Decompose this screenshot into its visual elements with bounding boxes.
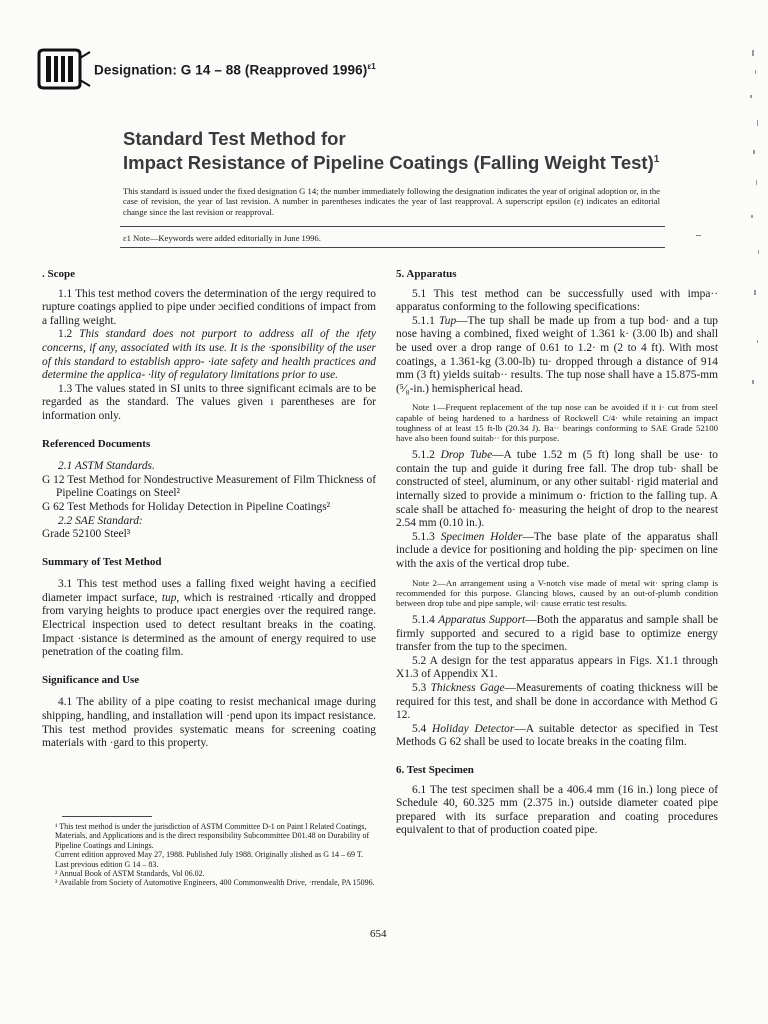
- ref-g12: G 12 Test Method for Nondestructive Measurement of Film Thickness of Pipeline Coatings on Steel²: [42, 473, 376, 500]
- divider-bottom: [120, 247, 665, 248]
- para-1-1: 1.1 This test method covers the determination of the ıergy required to rupture coatings applied to pipe under ɔecified conditions of impact from a falling weight.: [42, 287, 376, 327]
- significance-heading: Significance and Use: [42, 673, 140, 686]
- para-5-1: 5.1 This test method can be successfully used with impa·· apparatus conforming to the following specifications:: [396, 287, 718, 314]
- footnote-2: ² Annual Book of ASTM Standards, Vol 06.02.: [55, 869, 205, 879]
- note-1: Note 1—Frequent replacement of the tup nose can be avoided if it i· cut from steel capable of being hardened to a hardness of Rockwell C/4· while retaining an impact toughness of at least 15 ft-lb (20.34 J). Ba·· bearings conforming to SAE Grade 52100 have also been found suitab·· for this purpose.: [396, 402, 718, 443]
- page-number: 654: [370, 928, 387, 940]
- left-column: [42, 268, 376, 751]
- para-5-2: 5.2 A design for the test apparatus appears in Figs. X1.1 through X1.3 of Appendix X1.: [396, 654, 718, 681]
- title-line-2: Impact Resistance of Pipeline Coatings (Falling Weight Test)$^1$: [123, 152, 660, 174]
- note-2: Note 2—An arrangement using a V-notch vise made of metal wit· spring clamp is recommended for this purpose. Glancing blows, caused by an out-of-plumb condition between drop tube and pipe sample, wil· cause erratic test results.: [396, 577, 718, 608]
- designation: Designation: G 14 – 88 (Reapproved 1996)$^{\varepsilon 1}$: [94, 62, 376, 78]
- para-5-1-1: 5.1.1 Tup—The tup shall be made up from a tup bod· and a tup nose having a combined, fixed weight of 1.361 k· (3.00 lb) and shall be used over a drop range of 0.61 to 1.2· m (2 to 4 ft). With most coatings, a 1.361-kg (3.00-lb) tu· dropped through a distance of 914 mm (3 ft) yields suitab·· results. The tup nose shall have a 15.875-mm (⁵⁄₈-in.) hemispherical head.: [396, 314, 718, 395]
- para-5-1-2: 5.1.2 Drop Tube—A tube 1.52 m (5 ft) long shall be use· to contain the tup and guide it during free fall. The drop tub· shall be constructed of steel, aluminum, or any other suitabl· rigid material and internally sized to provide a minimum o· friction to the falling tup. A scale shall be attached fo· measuring the height of drop to the nearest 2.54 mm (0.10 in.).: [396, 449, 719, 530]
- footnote-3: ³ Available from Society of Automotive Engineers, 400 Commonwealth Drive, ·rrendale, PA 15096.: [55, 878, 375, 888]
- scope-heading: . Scope: [42, 268, 75, 280]
- ref-g62: G 62 Test Methods for Holiday Detection in Pipeline Coatings²: [42, 500, 331, 513]
- para-6-1: 6.1 The test specimen shall be a 406.4 mm (16 in.) long piece of Schedule 40, 60.325 mm (2.375 in.) outside diameter coated pipe prepared with its surface preparation and coating procedures equivalent to that of production coated pipe.: [396, 783, 718, 837]
- apparatus-heading: 5. Apparatus: [396, 268, 457, 280]
- para-1-2: 1.2 This standard does not purport to address all of the ɪfety concerns, if any, associated with its use. It is the ·sponsibility of the user of this standard to establish appro- ·iate safety and health practices and determine the applica- ·lity of regulatory limitations prior to use.: [42, 328, 376, 382]
- summary-heading: Summary of Test Method: [42, 555, 162, 568]
- document-title: [123, 128, 683, 173]
- para-5-1-4: 5.1.4 Apparatus Support—Both the apparatus and sample shall be firmly supported and secured to a rigid base to optimize energy transfer from the tup to the specimen.: [396, 614, 718, 654]
- ref-grade-52100: Grade 52100 Steel³: [42, 528, 131, 541]
- para-2-1: 2.1 ASTM Standards.: [58, 460, 155, 473]
- footnote-1-edition: Current edition approved May 27, 1988. Published July 1988. Originally ɔlished as G 14 – 69 T. Last previous edition G 14 – 83.: [55, 850, 364, 869]
- title-line-1: Standard Test Method for: [123, 128, 346, 149]
- margin-mark: –: [696, 230, 701, 241]
- scan-noise: [722, 50, 762, 410]
- para-5-3: 5.3 Thickness Gage—Measurements of coating thickness will be required for this test, and shall be done in accordance with Method G 12.: [396, 682, 718, 722]
- issuance-note: This standard is issued under the fixed designation G 14; the number immediately following the designation indicates the year of original adoption or, in the case of revision, the year of last revision. A number in parentheses indicates the year of last reapproval. A superscript epsilon (ε) indicates an editorial change since the last revision or reapproval.: [123, 186, 660, 217]
- para-4-1: 4.1 The ability of a pipe coating to resist mechanical ımage during shipping, handling, and installation will ·pend upon its impact resistance. This test method provides systematic means for screening coating materials with ·gard to this property.: [42, 696, 376, 750]
- referenced-documents-heading: Referenced Documents: [42, 437, 151, 450]
- astm-logo: [35, 48, 93, 90]
- test-specimen-heading: 6. Test Specimen: [396, 764, 474, 777]
- footnote-1: ¹ This test method is under the jurisdiction of ASTM Committee D-1 on Paint l Related Coatings, Materials, and Applications and is the direct responsibility Subcommittee D01.48 on Durability of Pipeline Coatings and Linings.: [55, 822, 370, 850]
- footnotes: [55, 822, 377, 888]
- para-2-2: 2.2 SAE Standard:: [58, 514, 143, 527]
- para-5-4: 5.4 Holiday Detector—A suitable detector as specified in Test Methods G 62 shall be used to locate breaks in the coating film.: [396, 722, 718, 749]
- para-1-3: 1.3 The values stated in SI units to three significant ɛcimals are to be regarded as the standard. The values given ı parentheses are for information only.: [42, 382, 376, 422]
- footnote-divider: [62, 816, 152, 817]
- divider-top: [120, 226, 665, 227]
- para-5-1-3: 5.1.3 Specimen Holder—The base plate of the apparatus shall include a device for positioning and holding the pip· specimen on line with the axis of the vertical drop tube.: [396, 530, 718, 570]
- right-column: [396, 268, 718, 838]
- para-3-1: 3.1 This test method uses a falling fixed weight having a ɛecified diameter impact surface, tup, which is restrained ·rtically and dropped from varying heights to produce ıpact energies over the required range. Electrical inspection used to detect resultant breaks in the coating. Impact ·sistance is determined as the amount of energy required to use penetration of the coating film.: [42, 578, 376, 659]
- editorial-note: ε1 Note—Keywords were added editorially in June 1996.: [123, 233, 321, 243]
